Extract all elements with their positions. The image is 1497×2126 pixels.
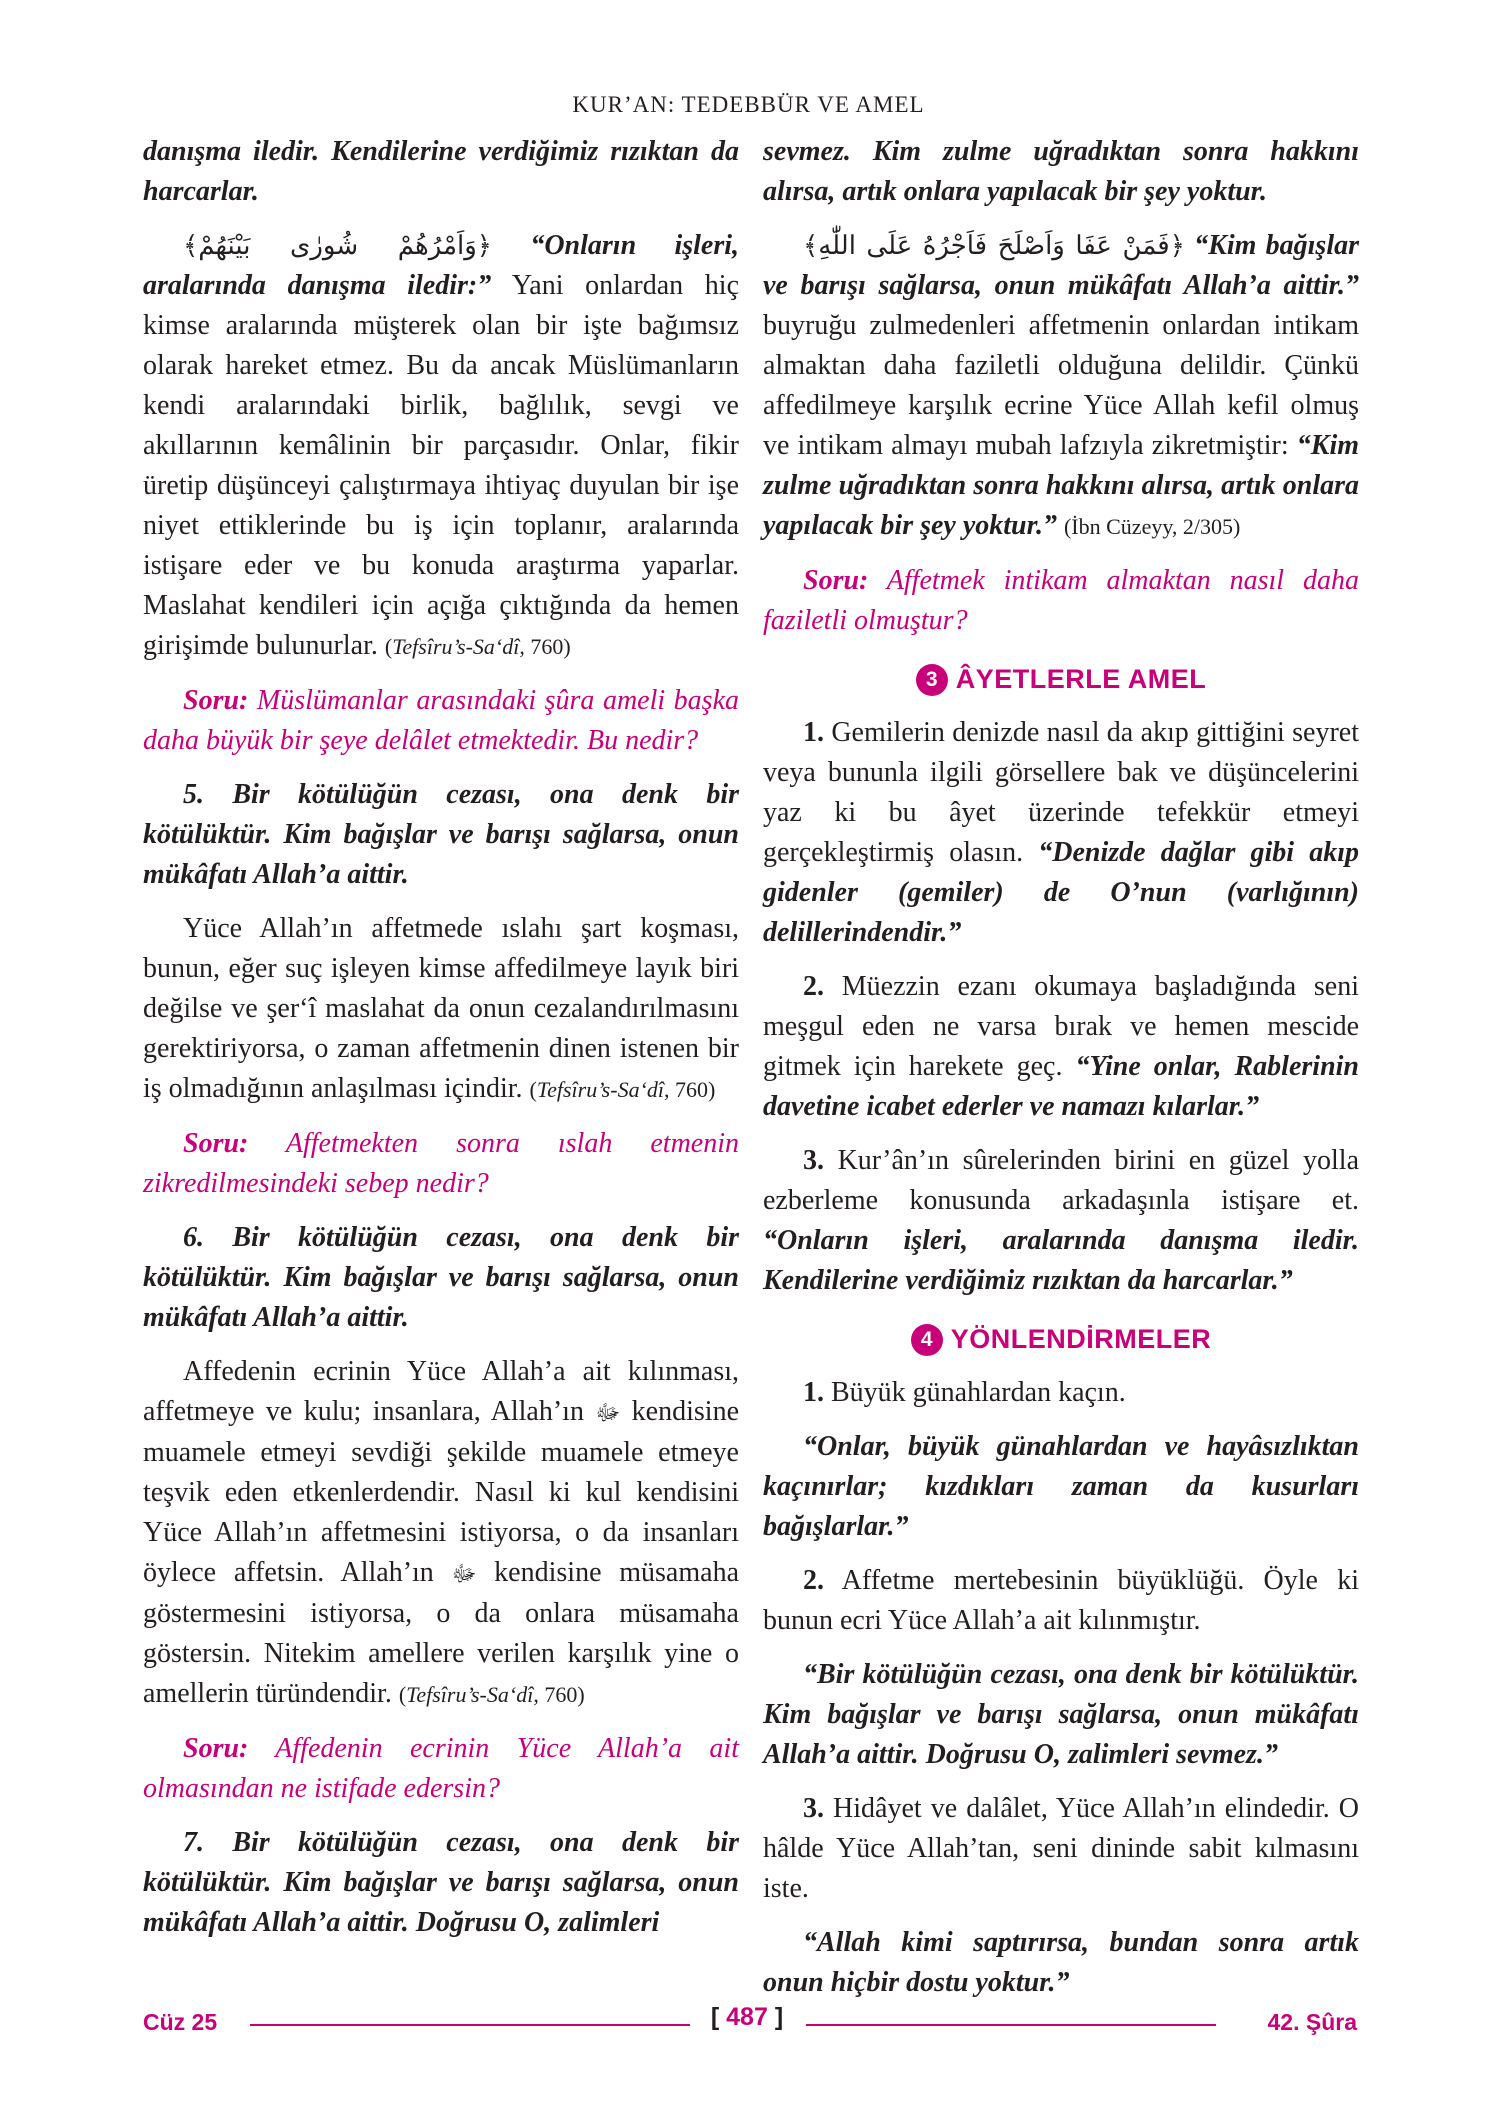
numbered-item: 6. Bir kötülüğün cezası, ona denk bir kötülüktür. Kim bağışlar ve barışı sağlarsa, onun mükâfatı Allah’a aittir. xyxy=(143,1222,739,1333)
numbered-item: 3. Hidâyet ve dalâlet, Yüce Allah’ın elindedir. O hâlde Yüce Allah’tan, seni dininde sabit kılmasını iste. xyxy=(763,1793,1359,1904)
question: Soru: Affedenin ecrinin Yüce Allah’a ait olmasından ne istifade edersin? xyxy=(143,1733,739,1804)
section-heading-4 xyxy=(763,1319,1359,1359)
item-number: 6. xyxy=(183,1222,204,1253)
juz-label: Cüz 25 xyxy=(143,2009,218,2035)
section-number-badge: 3 xyxy=(916,664,948,696)
question: Soru: Affetmek intikam almaktan nasıl daha faziletli olmuştur? xyxy=(763,565,1359,636)
verse-translation: “Onların işleri, aralarında danışma iledir:” xyxy=(143,230,740,301)
numbered-item: 2. Affetme mertebesinin büyüklüğü. Öyle ki bunun ecri Yüce Allah’a ait kılınmıştır. xyxy=(763,1565,1359,1636)
paragraph: Yüce Allah’ın affetmede ıslahı şart koşması, bunun, eğer suç işleyen kimse affedilmeye layık biri değilse ve şer‘î maslahat da onun cezalandırılmasını gerektiriyorsa, o zaman affetmenin dinen istenen bir iş olmadığının anlaşılması içindir. (Tefsîru’s-Sa‘dî, 760) xyxy=(143,913,739,1104)
item-number: 5. xyxy=(183,779,204,810)
section-title: YÖNLENDİRMELER xyxy=(950,1324,1212,1354)
page-footer xyxy=(0,2003,1497,2043)
question: Soru: Affetmekten sonra ıslah etmenin zikredilmesindeki sebep nedir? xyxy=(143,1128,739,1199)
page-number: [ 487 ] xyxy=(710,2003,784,2031)
citation: (Tefsîru’s-Sa‘dî, 760) xyxy=(398,1682,585,1707)
verse-translation: “Onlar, büyük günahlardan ve hayâsızlıktan kaçınırlar; kızdıkları zaman da kusurları bağışlarlar.” xyxy=(763,1431,1359,1542)
section-number-badge: 4 xyxy=(911,1324,943,1356)
numbered-item: 3. Kur’ân’ın sûrelerinden birini en güzel yolla ezberleme konusunda arkadaşınla istişare et. “Onların işleri, aralarında danışma iledir. Kendilerine verdiğimiz rızıktan da harcarlar.” xyxy=(763,1145,1359,1296)
verse-translation: “Allah kimi saptırırsa, bundan sonra artık onun hiçbir dostu yoktur.” xyxy=(763,1927,1359,1998)
section-title: ÂYETLERLE AMEL xyxy=(955,664,1207,694)
numbered-item: 5. Bir kötülüğün cezası, ona denk bir kötülüktür. Kim bağışlar ve barışı sağlarsa, onun mükâfatı Allah’a aittir. xyxy=(143,779,739,890)
citation: (İbn Cüzeyy, 2/305) xyxy=(1063,514,1241,539)
paragraph: Affedenin ecrinin Yüce Allah’a ait kılınması, affetmeye ve kulu; insanlara, Allah’ın ﷻ kendisine muamele etmeyi sevdiği şekilde muamele etmeye teşvik eden etkenlerdendir. Nasıl ki kul kendisini Yüce Allah’ın affetmesini istiyorsa, o da insanları öylece affetsin. Allah’ın ﷻ kendisine müsamaha göstermesini istiyorsa, o da onlara müsamaha göstersin. Nitekim amellere verilen karşılık yine o amellerin türündendir. (Tefsîru’s-Sa‘dî, 760) xyxy=(143,1356,739,1709)
footer-rule xyxy=(250,2024,690,2026)
sura-label: 42. Şûra xyxy=(1267,2009,1357,2035)
verse-translation: “Kim bağışlar ve barışı sağlarsa, onun mükâfatı Allah’a aittir.” xyxy=(763,230,1359,301)
item-number: 7. xyxy=(183,1827,204,1858)
numbered-item: 2. Müezzin ezanı okumaya başladığında seni meşgul eden ne varsa bırak ve hemen mescide gitmek için harekete geç. “Yine onlar, Rablerinin davetine icabet ederler ve namazı kılarlar.” xyxy=(763,971,1359,1122)
numbered-item: 1. Büyük günahlardan kaçın. xyxy=(803,1377,1126,1408)
paragraph: ﴿فَمَنْ عَفَا وَاَصْلَحَ فَاَجْرُهُ عَلَى اللّٰهِ﴾ “Kim bağışlar ve barışı sağlarsa, onun mükâfatı Allah’a aittir.” buyruğu zulmedenleri affetmenin onlardan intikam almaktan daha faziletli olduğuna delildir. Çünkü affedilmeye karşılık ecrine Yüce Allah kefil olmuş ve intikam almayı mubah lafzıyla zikretmiştir: “Kim zulme uğradıktan sonra hakkını alırsa, artık onlara yapılacak bir şey yoktur.” (İbn Cüzeyy, 2/305) xyxy=(763,230,1359,541)
paragraph xyxy=(143,226,739,667)
honorific-glyph: ﷻ xyxy=(595,1400,621,1425)
numbered-item: 7. Bir kötülüğün cezası, ona denk bir kötülüktür. Kim bağışlar ve barışı sağlarsa, onun mükâfatı Allah’a aittir. Doğrusu O, zalimleri xyxy=(143,1827,739,1938)
honorific-glyph: ﷻ xyxy=(451,1561,477,1586)
arabic-verse: ﴿وَاَمْرُهُمْ شُورٰى بَيْنَهُمْ﴾ xyxy=(183,231,493,261)
body-text: Yani onlardan hiç kimse aralarında müşterek olan bir işte bağımsız olarak hareket etmez. Bu da ancak Müslümanların kendi aralarındaki birlik, bağlılık, sevgi ve akıllarının kemâlinin bir parçasıdır. Onlar, fikir üretip düşünceyi çalıştırmaya ihtiyaç duyulan bir işe niyet ettiklerinde bu iş için toplanır, aralarında istişare eder ve bu konuda araştırma yaparlar. Maslahat kendileri için açığa çıktığında da hemen girişimde bulunurlar. xyxy=(143,270,739,661)
citation: (Tefsîru’s-Sa‘dî, 760) xyxy=(384,634,571,659)
verse-translation: “Kim zulme uğradıktan sonra hakkını alırsa, artık onlara yapılacak bir şey yoktur.” xyxy=(763,430,1359,541)
right-column xyxy=(763,132,1359,2017)
arabic-verse: ﴿فَمَنْ عَفَا وَاَصْلَحَ فَاَجْرُهُ عَلَى اللّٰهِ﴾ xyxy=(803,231,1185,261)
footer-rule xyxy=(806,2024,1216,2026)
running-head: KUR’AN: TEDEBBÜR VE AMEL xyxy=(572,92,925,117)
left-column xyxy=(143,132,739,1957)
question: Soru: Müslümanlar arasındaki şûra ameli başka daha büyük bir şeye delâlet etmektedir. Bu nedir? xyxy=(143,685,739,756)
citation: (Tefsîru’s-Sa‘dî, 760) xyxy=(529,1077,716,1102)
numbered-item: 1. Gemilerin denizde nasıl da akıp gittiğini seyret veya bununla ilgili görsellere bak ve düşüncelerini yaz ki bu âyet üzerinde tefekkür etmeyi gerçekleştirmiş olasın. “Denizde dağlar gibi akıp gidenler (gemiler) de O’nun (varlığının) delillerindendir.” xyxy=(763,717,1360,948)
section-heading-3 xyxy=(763,659,1359,699)
verse-translation: “Bir kötülüğün cezası, ona denk bir kötülüktür. Kim bağışlar ve barışı sağlarsa, onun mükâfatı Allah’a aittir. Doğrusu O, zalimleri sevmez.” xyxy=(763,1659,1359,1770)
paragraph: sevmez. Kim zulme uğradıktan sonra hakkını alırsa, artık onlara yapılacak bir şey yoktur. xyxy=(763,136,1359,207)
paragraph: danışma iledir. Kendilerine verdiğimiz rızıktan da harcarlar. xyxy=(143,136,739,207)
